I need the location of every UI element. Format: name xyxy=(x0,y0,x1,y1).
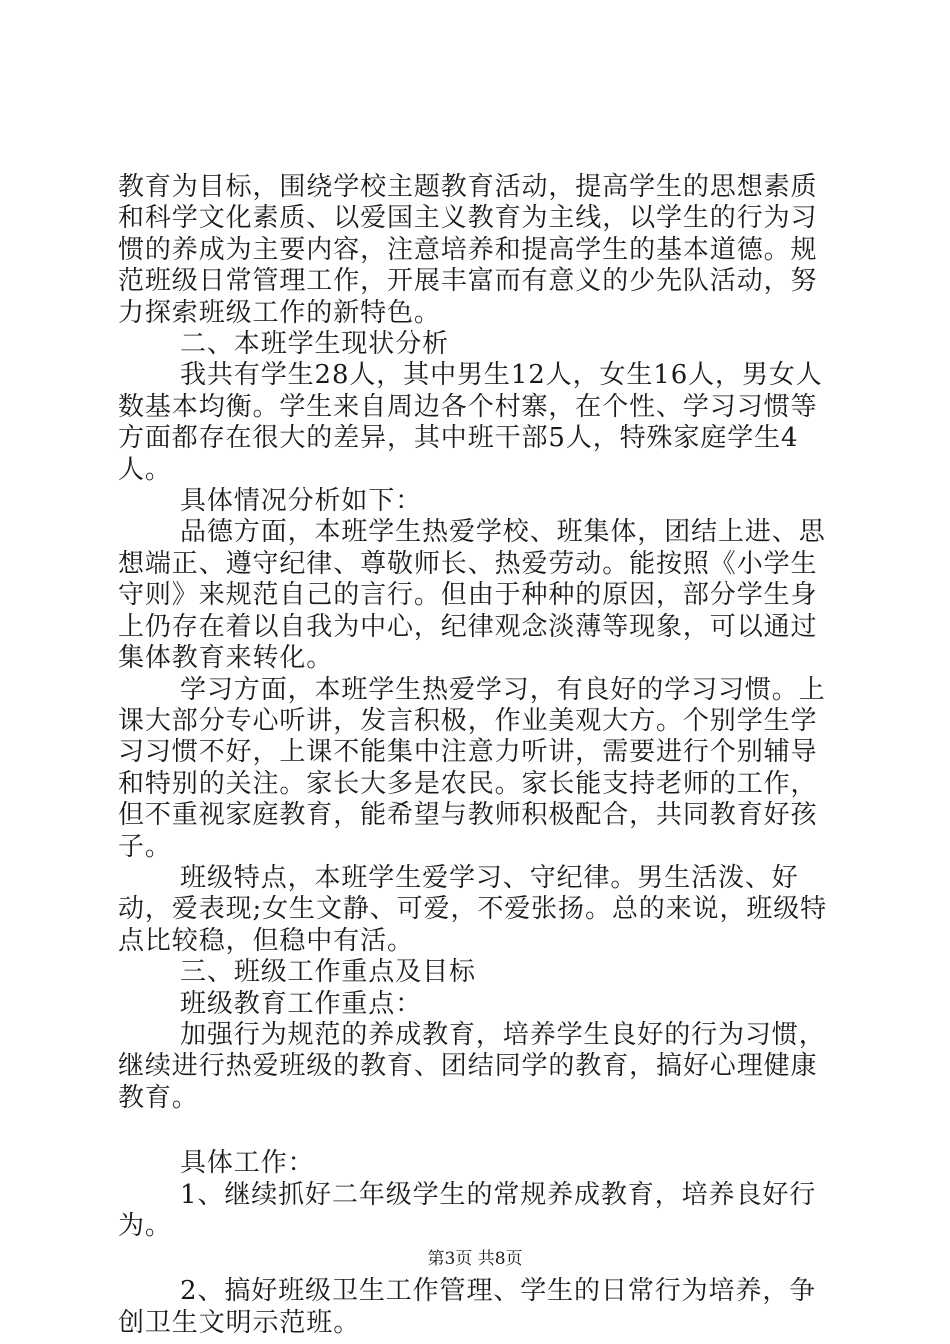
paragraph-class-traits: 班级特点，本班学生爱学习、守纪律。男生活泼、好动，爱表现;女生文静、可爱，不爱张扬。总的来说，班级特点比较稳，但稳中有活。 xyxy=(118,862,828,956)
paragraph-tasks-lead: 具体工作： xyxy=(180,1148,315,1179)
paragraph-intro: 教育为目标，围绕学校主题教育活动，提高学生的思想素质和科学文化素质、以爱国主义教育为主线，以学生的行为习惯的养成为主要内容，注意培养和提高学生的基本道德。规范班级日常管理工作，开展丰富而有意义的少先队活动，努力探索班级工作的新特色。 xyxy=(118,172,818,328)
paragraph-study: 学习方面，本班学生热爱学习，有良好的学习习惯。上课大部分专心听讲，发言积极，作业美观大方。个别学生学习习惯不好，上课不能集中注意力听讲，需要进行个别辅导和特别的关注。家长大多是农民。家长能支持老师的工作，但不重视家庭教育，能希望与教师积极配合，共同教育好孩子。 xyxy=(118,674,826,862)
paragraph-student-count: 我共有学生28人，其中男生12人，女生16人，男女人数基本均衡。学生来自周边各个村寨，在个性、学习习惯等方面都存在很大的差异，其中班干部5人，特殊家庭学生4人。 xyxy=(118,360,823,485)
page-footer: 第3页 共8页 xyxy=(427,1249,523,1269)
section-heading-3: 三、班级工作重点及目标 xyxy=(180,957,476,988)
list-item-task-2: 2、搞好班级卫生工作管理、学生的日常行为培养，争创卫生文明示范班。 xyxy=(118,1276,817,1338)
document-body xyxy=(118,172,838,1339)
paragraph-analysis-lead: 具体情况分析如下： xyxy=(180,486,423,517)
paragraph-focus-lead: 班级教育工作重点： xyxy=(180,988,423,1019)
paragraph-morality: 品德方面，本班学生热爱学校、班集体，团结上进、思想端正、遵守纪律、尊敬师长、热爱劳动。能按照《小学生守则》来规范自己的言行。但由于种种的原因，部分学生身上仍存在着以自我为中心，纪律观念淡薄等现象，可以通过集体教育来转化。 xyxy=(118,517,826,674)
paragraph-focus: 加强行为规范的养成教育，培养学生良好的行为习惯，继续进行热爱班级的教育、团结同学的教育，搞好心理健康教育。 xyxy=(118,1019,826,1113)
list-item-task-1: 1、继续抓好二年级学生的常规养成教育，培养良好行为。 xyxy=(118,1179,817,1241)
section-heading-2: 二、本班学生现状分析 xyxy=(180,329,450,360)
